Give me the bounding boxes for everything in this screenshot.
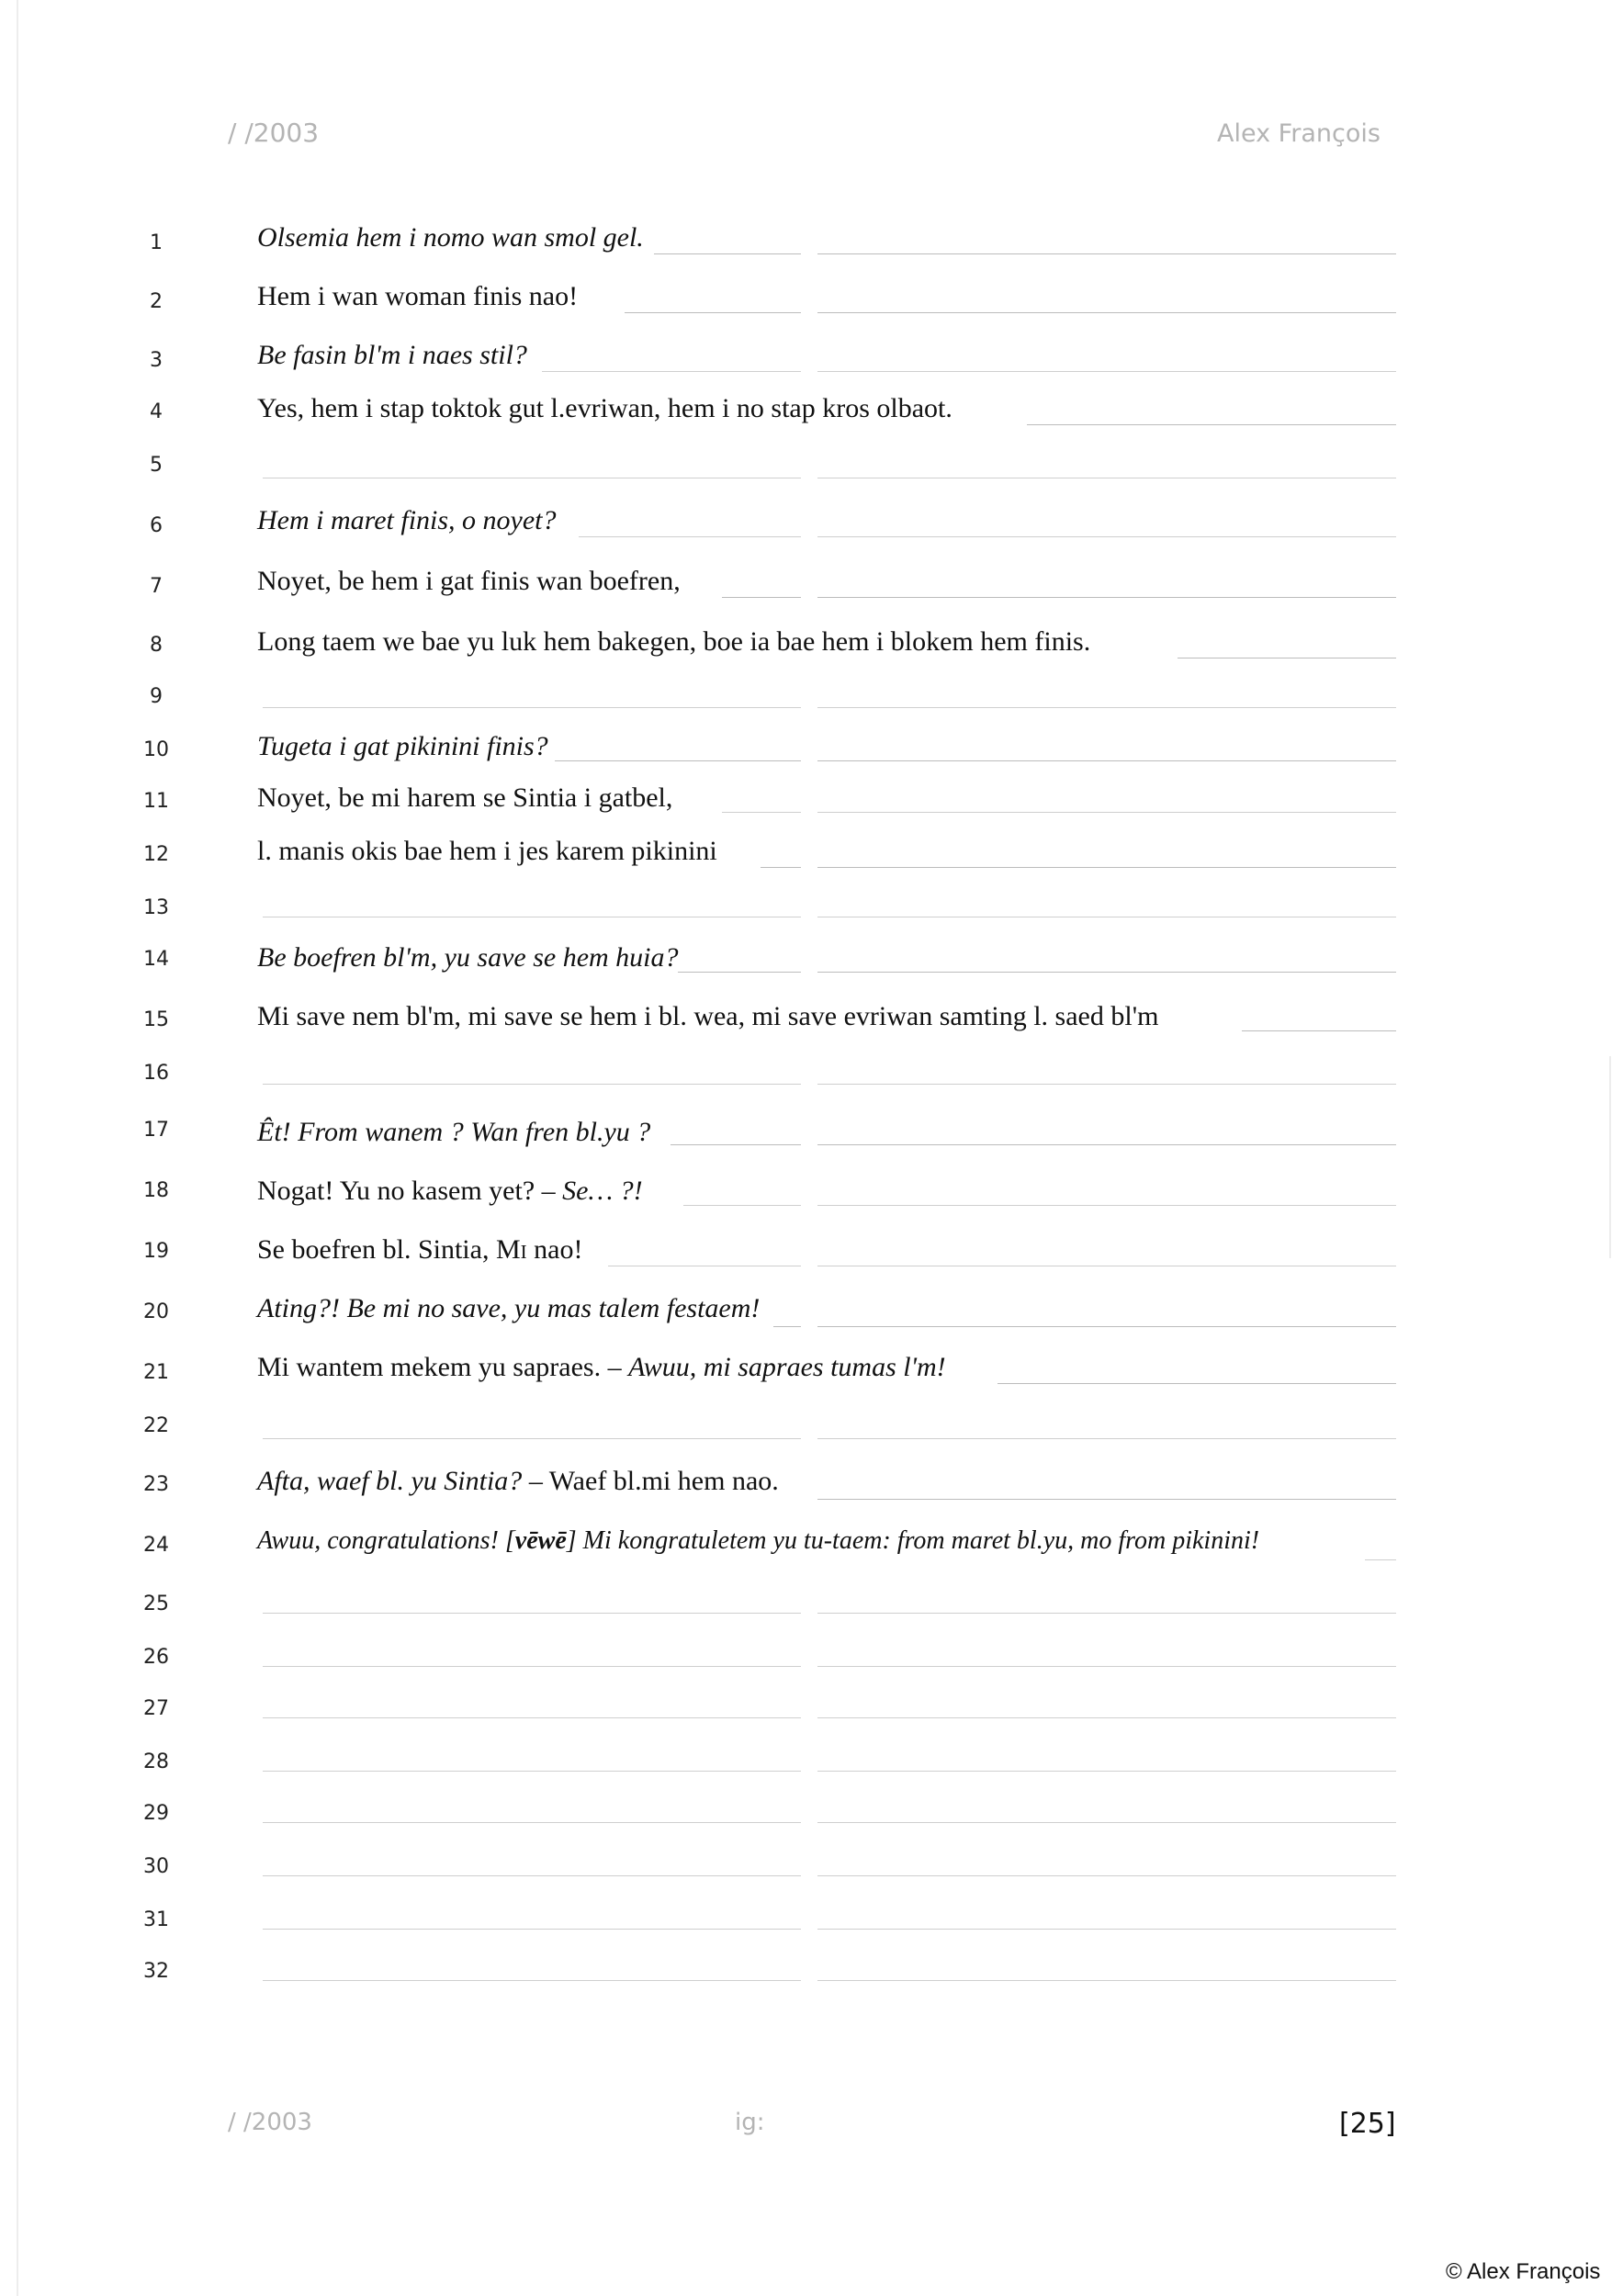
line-21-part-1: Mi wantem mekem yu sapraes. – xyxy=(257,1352,629,1382)
rule-line xyxy=(817,371,1396,372)
rule-line xyxy=(263,1875,801,1876)
rule-line xyxy=(263,1084,801,1085)
rule-line xyxy=(817,1613,1396,1614)
rule-line xyxy=(817,972,1396,973)
line-number: 20 xyxy=(143,1300,169,1323)
transcript-line: Tugeta i gat pikinini finis? xyxy=(257,731,548,761)
line-19-part-2: Mi xyxy=(495,1234,527,1265)
transcript-line: Long taem we bae yu luk hem bakegen, boe ia bae hem i blokem hem finis. xyxy=(257,626,1091,657)
transcript-line: Yes, hem i stap toktok gut l.evriwan, hem i no stap kros olbaot. xyxy=(257,393,952,423)
footer-center-label: ig: xyxy=(735,2109,765,2136)
rule-line xyxy=(773,1326,801,1327)
rule-line xyxy=(817,1438,1396,1439)
rule-line xyxy=(263,1666,801,1667)
rule-line xyxy=(555,760,801,761)
header-date: / /2003 xyxy=(228,118,320,148)
line-number: 24 xyxy=(143,1534,169,1557)
line-number: 11 xyxy=(143,790,169,813)
rule-line xyxy=(263,1822,801,1823)
rule-line xyxy=(817,1771,1396,1772)
transcript-line: Olsemia hem i nomo wan smol gel. xyxy=(257,222,644,253)
footer-date: / /2003 xyxy=(228,2109,312,2136)
rule-line xyxy=(678,972,801,973)
rule-line xyxy=(817,1084,1396,1085)
rule-line xyxy=(817,1499,1396,1500)
rule-line xyxy=(579,536,801,537)
transcript-line xyxy=(257,1466,779,1497)
line-number: 27 xyxy=(143,1697,169,1720)
rule-line xyxy=(263,1929,801,1930)
transcript-line: l. manis okis bae hem i jes karem pikinini xyxy=(257,836,717,866)
rule-line xyxy=(722,597,801,598)
line-number: 16 xyxy=(143,1062,169,1085)
transcript-line: Êt! From wanem ? Wan fren bl.yu ? xyxy=(257,1117,651,1147)
line-number: 7 xyxy=(150,575,163,598)
transcript-line xyxy=(257,1352,946,1383)
rule-line xyxy=(817,1980,1396,1981)
line-24-part-1: Awuu, congratulations! [ xyxy=(257,1526,515,1555)
line-number: 19 xyxy=(143,1240,169,1263)
rule-line xyxy=(263,1771,801,1772)
rule-line xyxy=(671,1144,801,1145)
transcript-line: Be fasin bl'm i naes stil? xyxy=(257,340,527,370)
rule-line xyxy=(817,1144,1396,1145)
line-23-part-1: Afta, waef bl. yu Sintia? xyxy=(257,1466,523,1496)
rule-line xyxy=(817,536,1396,537)
rule-line xyxy=(263,1438,801,1439)
line-24-part-2: vēwē xyxy=(514,1526,567,1555)
line-number: 14 xyxy=(143,948,169,971)
line-number: 28 xyxy=(143,1750,169,1773)
rule-line xyxy=(817,812,1396,813)
rule-line xyxy=(817,1822,1396,1823)
transcript-line xyxy=(257,1176,643,1207)
line-number: 26 xyxy=(143,1646,169,1669)
line-number: 3 xyxy=(150,349,163,372)
transcript-line: Mi save nem bl'm, mi save se hem i bl. wea, mi save evriwan samting l. saed bl'm xyxy=(257,1001,1159,1031)
rule-line xyxy=(683,1205,801,1206)
line-number: 15 xyxy=(143,1008,169,1031)
rule-line xyxy=(817,312,1396,313)
rule-line xyxy=(542,371,801,372)
line-number: 4 xyxy=(150,400,163,423)
line-number: 22 xyxy=(143,1414,169,1437)
copyright-notice: © Alex François xyxy=(1446,2259,1601,2284)
line-number: 9 xyxy=(150,685,163,708)
rule-line xyxy=(817,1875,1396,1876)
rule-line xyxy=(817,707,1396,708)
line-19-part-1: Se boefren bl. Sintia, xyxy=(257,1234,496,1265)
line-number: 6 xyxy=(150,514,163,537)
line-19-part-3: nao! xyxy=(526,1234,583,1265)
rule-line xyxy=(817,760,1396,761)
rule-line xyxy=(1242,1030,1396,1031)
line-number: 31 xyxy=(143,1908,169,1931)
header-author: Alex François xyxy=(1217,119,1381,148)
line-number: 13 xyxy=(143,896,169,919)
transcript-line: Noyet, be mi harem se Sintia i gatbel, xyxy=(257,782,673,813)
line-24-part-3: ] Mi kongratuletem yu tu-taem: from maret bl.yu, mo from pikinini! xyxy=(566,1526,1260,1555)
transcript-line: Be boefren bl'm, yu save se hem huia? xyxy=(257,942,679,973)
line-number: 17 xyxy=(143,1119,169,1142)
rule-line xyxy=(817,597,1396,598)
transcript-line: Hem i maret finis, o noyet? xyxy=(257,505,557,535)
rule-line xyxy=(817,1205,1396,1206)
rule-line xyxy=(817,1666,1396,1667)
rule-line xyxy=(1365,1559,1396,1560)
line-number: 10 xyxy=(143,738,169,761)
rule-line xyxy=(263,707,801,708)
rule-line xyxy=(817,1717,1396,1718)
right-margin-mark xyxy=(1609,1056,1611,1258)
line-number: 5 xyxy=(150,454,163,477)
line-18-part-2: Se… ?! xyxy=(562,1176,643,1206)
line-18-part-1: Nogat! Yu no kasem yet? – xyxy=(257,1176,563,1206)
rule-line xyxy=(817,867,1396,868)
rule-line xyxy=(817,1326,1396,1327)
line-number: 21 xyxy=(143,1361,169,1384)
line-number: 1 xyxy=(150,231,163,254)
line-number: 25 xyxy=(143,1593,169,1615)
line-number: 32 xyxy=(143,1960,169,1983)
left-margin-mark xyxy=(17,0,18,2296)
line-number: 29 xyxy=(143,1802,169,1825)
transcript-line: Hem i wan woman finis nao! xyxy=(257,281,579,311)
rule-line xyxy=(263,1717,801,1718)
rule-line xyxy=(1027,424,1396,425)
line-number: 23 xyxy=(143,1473,169,1496)
transcript-line: Noyet, be hem i gat finis wan boefren, xyxy=(257,566,681,596)
rule-line xyxy=(722,812,801,813)
transcript-line: Ating?! Be mi no save, yu mas talem festaem! xyxy=(257,1293,761,1323)
rule-line xyxy=(263,1980,801,1981)
rule-line xyxy=(654,253,801,254)
rule-line xyxy=(625,312,801,313)
rule-line xyxy=(817,253,1396,254)
transcript-line xyxy=(257,1526,1259,1556)
rule-line xyxy=(761,867,801,868)
line-number: 30 xyxy=(143,1855,169,1878)
rule-line xyxy=(817,1929,1396,1930)
line-number: 2 xyxy=(150,290,163,313)
rule-line xyxy=(263,1613,801,1614)
line-number: 8 xyxy=(150,634,163,657)
line-23-part-2: – Waef bl.mi hem nao. xyxy=(522,1466,779,1496)
line-21-part-2: Awuu, mi sapraes tumas l'm! xyxy=(628,1352,946,1382)
page-number: [25] xyxy=(1339,2108,1396,2140)
rule-line xyxy=(997,1383,1396,1384)
line-number: 12 xyxy=(143,843,169,866)
line-number: 18 xyxy=(143,1179,169,1202)
transcript-line xyxy=(257,1234,582,1266)
